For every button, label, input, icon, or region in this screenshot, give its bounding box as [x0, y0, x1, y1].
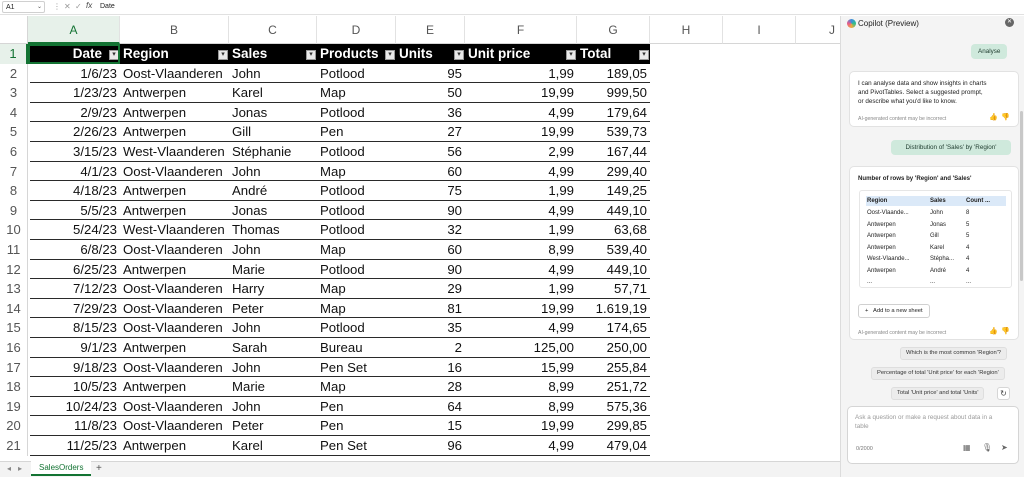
table-cell[interactable]: 174,65: [606, 320, 647, 336]
table-row: [0, 260, 840, 280]
table-cell[interactable]: Potlood: [320, 261, 365, 277]
ai-disclaimer: AI-generated content may be incorrect: [858, 330, 947, 336]
table-cell[interactable]: 149,25: [606, 183, 647, 199]
table-cell[interactable]: 250,00: [606, 340, 647, 355]
column-header-i[interactable]: I: [723, 16, 796, 44]
table-row: [0, 338, 840, 358]
row-header-15[interactable]: 15: [0, 318, 28, 338]
table-cell[interactable]: Oost-Vlaanderen: [123, 300, 223, 316]
ai-response-line: I can analyse data and show insights in charts: [858, 80, 987, 87]
user-message-analyse: [971, 44, 1007, 59]
column-header-j[interactable]: J: [796, 16, 840, 44]
table-cell[interactable]: Antwerpen: [123, 438, 187, 453]
table-cell[interactable]: Antwerpen: [123, 379, 187, 395]
table-cell[interactable]: 4/1/23: [80, 163, 117, 179]
row-header-3[interactable]: 3: [0, 83, 28, 103]
table-row: [0, 299, 840, 319]
table-cell[interactable]: 10/24/23: [65, 398, 117, 414]
table-cell[interactable]: 5/5/23: [80, 202, 117, 218]
table-header-row: [0, 44, 840, 64]
table-cell[interactable]: Potlood: [320, 104, 365, 120]
insert-function-icon[interactable]: fx: [86, 1, 93, 10]
table-cell[interactable]: Pen: [320, 124, 344, 140]
thumbs-down-icon[interactable]: 👎: [1001, 328, 1010, 335]
table-cell[interactable]: Oost-Vlaanderen: [123, 163, 223, 179]
table-cell[interactable]: 4,99: [548, 163, 574, 179]
row-header-17[interactable]: 17: [0, 358, 28, 378]
table-cell[interactable]: 60: [447, 163, 462, 179]
table-row: [0, 397, 840, 417]
table-row: [0, 64, 840, 84]
header-label: Products: [320, 46, 379, 61]
table-cell[interactable]: Karel: [232, 85, 263, 101]
table-cell[interactable]: Antwerpen: [123, 85, 187, 101]
row-header-8[interactable]: 8: [0, 181, 28, 201]
microphone-icon[interactable]: 🎙: [982, 443, 993, 452]
row-header-11[interactable]: 11: [0, 240, 28, 260]
table-header-cell[interactable]: [396, 44, 465, 64]
result-cell: West-Vlaande...: [867, 256, 910, 262]
table-cell[interactable]: 189,05: [606, 65, 647, 81]
table-header-cell[interactable]: [465, 44, 577, 64]
table-cell[interactable]: Map: [320, 242, 346, 257]
table-cell[interactable]: 9/18/23: [73, 359, 117, 375]
result-cell: André: [930, 267, 947, 274]
sheet-tab-bar: [0, 461, 840, 477]
table-cell[interactable]: 75: [447, 183, 462, 199]
thumbs-up-icon[interactable]: 👍: [989, 114, 998, 121]
close-icon[interactable]: ✕: [1006, 19, 1013, 25]
row-header-20[interactable]: 20: [0, 416, 28, 436]
table-cell[interactable]: Antwerpen: [123, 124, 187, 140]
ai-disclaimer: AI-generated content may be incorrect: [858, 116, 947, 122]
table-cell[interactable]: 8,99: [548, 398, 574, 414]
table-cell[interactable]: Map: [320, 163, 346, 179]
table-cell[interactable]: 539,40: [606, 242, 647, 257]
prompt-box: [847, 406, 1019, 464]
row-border: [30, 455, 650, 456]
table-cell[interactable]: 63,68: [613, 222, 647, 238]
table-cell[interactable]: 19,99: [540, 300, 574, 316]
table-cell[interactable]: 2,99: [548, 144, 574, 159]
user-message-text: Distribution of 'Sales' by 'Region': [905, 144, 997, 151]
table-cell[interactable]: 4,99: [548, 438, 574, 453]
table-cell[interactable]: 90: [447, 261, 462, 277]
table-header-cell[interactable]: [120, 44, 229, 64]
table-cell[interactable]: Oost-Vlaanderen: [123, 65, 223, 81]
table-cell[interactable]: Antwerpen: [123, 261, 187, 277]
header-label: Date: [72, 46, 102, 61]
table-row: [0, 220, 840, 240]
copilot-scrollbar[interactable]: [1020, 111, 1023, 281]
name-box-dropdown-icon[interactable]: ⌄: [36, 4, 42, 10]
result-cell: ...: [867, 279, 873, 285]
table-cell[interactable]: 1/6/23: [80, 65, 117, 81]
table-row: [0, 122, 840, 142]
table-cell[interactable]: 36: [447, 104, 462, 120]
table-cell[interactable]: 1,99: [548, 222, 574, 238]
table-row: [0, 436, 840, 456]
table-cell[interactable]: 179,64: [606, 104, 647, 120]
table-cell[interactable]: Potlood: [320, 202, 365, 218]
table-cell[interactable]: 35: [447, 320, 462, 336]
table-cell[interactable]: 2/9/23: [80, 104, 117, 120]
table-row: [0, 83, 840, 103]
row-header-21[interactable]: 21: [0, 436, 28, 456]
user-message-text: Analyse: [978, 48, 1001, 55]
ai-response-line: and PivotTables. Select a suggested prompt,: [858, 89, 983, 96]
suggestion-most-common-region[interactable]: Which is the most common 'Region'?: [900, 347, 1007, 360]
table-cell[interactable]: John: [232, 398, 261, 414]
result-cell: Antwerpen: [867, 267, 896, 274]
table-cell[interactable]: Potlood: [320, 65, 365, 81]
thumbs-up-icon[interactable]: 👍: [989, 328, 998, 335]
table-cell[interactable]: Karel: [232, 438, 263, 453]
header-label: Region: [123, 46, 169, 61]
table-header-cell[interactable]: [28, 44, 120, 64]
table-cell[interactable]: 1/23/23: [73, 85, 117, 101]
filter-dropdown-icon[interactable]: ▾: [218, 50, 228, 60]
row-header-10[interactable]: 10: [0, 220, 28, 240]
suggestion-percentage-unit-price[interactable]: Percentage of total 'Unit price' for each 'Region': [871, 367, 1005, 380]
cancel-icon[interactable]: ✕: [64, 2, 71, 11]
column-header-a[interactable]: A: [28, 16, 120, 44]
row-header-7[interactable]: 7: [0, 162, 28, 182]
table-cell[interactable]: 50: [447, 85, 462, 101]
result-table: [859, 190, 1012, 288]
table-cell[interactable]: 5/24/23: [73, 222, 117, 238]
ai-result-card: [849, 166, 1019, 340]
table-cell[interactable]: 10/5/23: [73, 379, 117, 395]
table-cell[interactable]: 479,04: [606, 438, 647, 453]
character-count: 0/2000: [856, 446, 873, 452]
name-box[interactable]: [2, 1, 45, 13]
prev-sheet-icon[interactable]: ◂: [7, 464, 12, 473]
table-row: [0, 358, 840, 378]
table-cell[interactable]: Oost-Vlaanderen: [123, 242, 223, 257]
filter-dropdown-icon[interactable]: ▾: [639, 50, 649, 60]
result-title: Number of rows by 'Region' and 'Sales': [858, 175, 972, 182]
table-cell[interactable]: Map: [320, 85, 346, 101]
table-cell[interactable]: 81: [447, 300, 462, 316]
table-cell[interactable]: 4/18/23: [73, 183, 117, 199]
table-cell[interactable]: 95: [447, 65, 462, 81]
result-cell: 4: [966, 267, 970, 274]
result-cell: Jonas: [930, 221, 947, 228]
result-cell: 5: [966, 233, 970, 239]
table-cell[interactable]: 4,99: [548, 202, 574, 218]
table-row: [0, 162, 840, 182]
table-cell[interactable]: 7/29/23: [73, 300, 117, 316]
result-cell: Karel: [930, 244, 945, 251]
table-cell[interactable]: Pen: [320, 398, 344, 414]
next-sheet-icon[interactable]: ▸: [18, 464, 23, 473]
table-cell[interactable]: Potlood: [320, 183, 365, 199]
table-cell[interactable]: 27: [447, 124, 462, 140]
copilot-logo-icon: [847, 19, 856, 28]
column-header-row: [0, 16, 840, 44]
table-cell[interactable]: Potlood: [320, 144, 365, 159]
row-header-9[interactable]: 9: [0, 201, 28, 221]
table-cell[interactable]: 11/25/23: [66, 438, 117, 453]
column-header-c[interactable]: C: [229, 16, 317, 44]
result-cell: 4: [966, 256, 970, 262]
table-cell[interactable]: Jonas: [232, 202, 268, 218]
table-row: [0, 377, 840, 397]
table-cell[interactable]: Marie: [232, 261, 265, 277]
table-cell[interactable]: John: [232, 163, 261, 179]
table-cell[interactable]: 57,71: [613, 281, 647, 297]
result-cell: Gill: [930, 233, 939, 239]
add-sheet-icon[interactable]: +: [96, 463, 102, 474]
result-header-cell: Region: [867, 198, 888, 204]
result-cell: Oost-Vlaande...: [867, 210, 909, 216]
table-cell[interactable]: Antwerpen: [123, 202, 187, 218]
worksheet-grid[interactable]: [0, 16, 840, 461]
result-cell: Antwerpen: [867, 221, 896, 228]
table-row: [0, 201, 840, 221]
column-header-e[interactable]: E: [396, 16, 465, 44]
table-cell[interactable]: 449,10: [606, 261, 647, 277]
table-cell[interactable]: Potlood: [320, 320, 365, 336]
formula-content[interactable]: Date: [100, 3, 115, 10]
table-cell[interactable]: John: [232, 320, 261, 336]
header-label: Total: [580, 46, 612, 61]
add-icon: +: [865, 308, 869, 314]
table-cell[interactable]: Antwerpen: [123, 104, 187, 120]
table-cell[interactable]: 299,85: [606, 418, 647, 434]
select-all-corner[interactable]: [0, 16, 28, 44]
prompt-input[interactable]: [855, 413, 1005, 437]
ai-response-text: [858, 79, 986, 106]
enter-icon[interactable]: ✓: [75, 2, 82, 11]
table-row: [0, 240, 840, 260]
table-header-cell[interactable]: [577, 44, 650, 64]
table-cell[interactable]: 15: [447, 418, 462, 434]
header-label: Sales: [232, 46, 268, 61]
result-header-cell: Count ...: [966, 198, 990, 204]
table-cell[interactable]: Oost-Vlaanderen: [123, 359, 223, 375]
filter-dropdown-icon[interactable]: ▾: [306, 50, 316, 60]
attach-table-icon[interactable]: ▦: [963, 443, 971, 452]
table-cell[interactable]: 7/12/23: [73, 281, 117, 297]
table-cell[interactable]: 29: [447, 281, 462, 297]
column-header-d[interactable]: D: [317, 16, 396, 44]
result-cell: Stépha...: [930, 256, 955, 262]
table-cell[interactable]: André: [232, 183, 268, 199]
table-cell[interactable]: Marie: [232, 379, 265, 395]
table-cell[interactable]: Oost-Vlaanderen: [123, 281, 223, 297]
table-cell[interactable]: 125,00: [533, 340, 574, 355]
result-cell: 5: [966, 221, 970, 228]
table-cell[interactable]: Oost-Vlaanderen: [123, 418, 223, 434]
result-cell: Antwerpen: [867, 244, 896, 251]
table-cell[interactable]: Map: [320, 281, 346, 297]
table-cell[interactable]: 2/26/23: [73, 124, 117, 140]
table-cell[interactable]: 15,99: [540, 359, 574, 375]
table-cell[interactable]: Pen Set: [320, 359, 367, 375]
table-header-cell[interactable]: [317, 44, 396, 64]
table-cell[interactable]: 2: [454, 340, 462, 355]
column-header-g[interactable]: G: [577, 16, 650, 44]
table-cell[interactable]: West-Vlaanderen: [123, 144, 225, 159]
add-to-new-sheet-button[interactable]: [858, 304, 930, 318]
result-header-cell: Sales: [930, 198, 946, 204]
table-cell[interactable]: 539,73: [606, 124, 647, 140]
table-cell[interactable]: 4,99: [548, 261, 574, 277]
result-cell: John: [930, 210, 944, 216]
table-row: [0, 142, 840, 162]
table-cell[interactable]: 32: [447, 222, 462, 238]
header-label: Unit price: [468, 46, 531, 61]
table-cell[interactable]: 6/8/23: [80, 242, 117, 257]
table-cell[interactable]: 8,99: [548, 379, 574, 395]
column-header-f[interactable]: F: [465, 16, 577, 44]
table-cell[interactable]: 19,99: [540, 124, 574, 140]
table-row: [0, 416, 840, 436]
table-cell[interactable]: Peter: [232, 300, 264, 316]
row-header-16[interactable]: 16: [0, 338, 28, 358]
row-header-5[interactable]: 5: [0, 122, 28, 142]
table-cell[interactable]: Bureau: [320, 340, 363, 355]
table-cell[interactable]: 19,99: [540, 418, 574, 434]
result-cell: 4: [966, 244, 970, 251]
table-cell[interactable]: 19,99: [540, 85, 574, 101]
table-cell[interactable]: Thomas: [232, 222, 280, 238]
table-cell[interactable]: John: [232, 65, 261, 81]
table-cell[interactable]: 1,99: [548, 183, 574, 199]
table-cell[interactable]: 28: [447, 379, 462, 395]
send-icon[interactable]: ➤: [1001, 443, 1008, 452]
thumbs-down-icon[interactable]: 👎: [1001, 114, 1010, 121]
table-cell[interactable]: 8/15/23: [73, 320, 117, 336]
table-cell[interactable]: 16: [447, 359, 462, 375]
row-header-12[interactable]: 12: [0, 260, 28, 280]
row-header-19[interactable]: 19: [0, 397, 28, 417]
more-options-icon[interactable]: ⋮: [53, 2, 61, 11]
table-cell[interactable]: 96: [447, 438, 462, 453]
row-header-14[interactable]: 14: [0, 299, 28, 319]
table-cell[interactable]: John: [232, 359, 261, 375]
table-cell[interactable]: 299,40: [606, 163, 647, 179]
table-cell[interactable]: Potlood: [320, 222, 365, 238]
result-cell: ...: [930, 279, 936, 285]
table-cell[interactable]: 90: [447, 202, 462, 218]
table-row: [0, 318, 840, 338]
ai-response-line: or describe what you'd like to know.: [858, 98, 957, 105]
table-cell[interactable]: 9/1/23: [80, 340, 117, 355]
table-cell[interactable]: 449,10: [606, 202, 647, 218]
row-header-6[interactable]: 6: [0, 142, 28, 162]
table-header-cell[interactable]: [229, 44, 317, 64]
table-cell[interactable]: 60: [447, 242, 462, 257]
table-cell[interactable]: Antwerpen: [123, 340, 187, 355]
row-header-1[interactable]: 1: [0, 44, 28, 64]
table-cell[interactable]: Oost-Vlaanderen: [123, 320, 223, 336]
table-cell[interactable]: 4,99: [548, 104, 574, 120]
table-cell[interactable]: Pen Set: [320, 438, 367, 453]
row-header-2[interactable]: 2: [0, 64, 28, 84]
table-cell[interactable]: 6/25/23: [73, 261, 117, 277]
table-cell[interactable]: Jonas: [232, 104, 268, 120]
row-header-4[interactable]: 4: [0, 103, 28, 123]
sheet-tab-label: SalesOrders: [39, 463, 84, 472]
name-box-value: A1: [6, 4, 15, 11]
table-cell[interactable]: Stéphanie: [232, 144, 292, 159]
table-cell[interactable]: Peter: [232, 418, 264, 434]
suggestion-total-unit-price[interactable]: Total 'Unit price' and total 'Units': [891, 387, 984, 400]
table-cell[interactable]: 1,99: [548, 281, 574, 297]
copilot-pane: [840, 16, 1024, 477]
table-cell[interactable]: 56: [447, 144, 462, 159]
table-cell[interactable]: 251,72: [606, 379, 647, 395]
filter-dropdown-icon[interactable]: ▾: [385, 50, 395, 60]
table-cell[interactable]: 64: [447, 398, 462, 414]
user-message-distribution: [891, 140, 1011, 155]
refresh-suggestions-icon[interactable]: ↻: [997, 387, 1010, 400]
sheet-tab-salesorders[interactable]: [31, 461, 91, 476]
filter-dropdown-icon[interactable]: ▾: [109, 50, 119, 60]
table-row: [0, 279, 840, 299]
table-cell[interactable]: 8,99: [548, 242, 574, 257]
column-header-b[interactable]: B: [120, 16, 229, 44]
table-cell[interactable]: 575,36: [606, 398, 647, 414]
table-row: [0, 181, 840, 201]
result-cell: 8: [966, 210, 970, 216]
copilot-title: Copilot (Preview): [858, 19, 919, 28]
formula-bar: [0, 0, 1024, 15]
table-cell[interactable]: Sarah: [232, 340, 268, 355]
result-cell: ...: [966, 279, 972, 285]
table-cell[interactable]: 999,50: [606, 85, 647, 101]
row-header-18[interactable]: 18: [0, 377, 28, 397]
table-cell[interactable]: West-Vlaanderen: [123, 222, 225, 238]
table-cell[interactable]: 3/15/23: [73, 144, 117, 159]
table-cell[interactable]: Map: [320, 379, 346, 395]
table-cell[interactable]: 11/8/23: [73, 418, 117, 434]
table-cell[interactable]: Map: [320, 300, 346, 316]
table-cell[interactable]: Harry: [232, 281, 265, 297]
table-cell[interactable]: 167,44: [606, 144, 647, 159]
table-cell[interactable]: Antwerpen: [123, 183, 187, 199]
filter-dropdown-icon[interactable]: ▾: [566, 50, 576, 60]
table-cell[interactable]: 4,99: [548, 320, 574, 336]
table-cell[interactable]: Gill: [232, 124, 252, 140]
result-cell: Antwerpen: [867, 233, 896, 239]
table-cell[interactable]: Oost-Vlaanderen: [123, 398, 223, 414]
ai-response-card: [849, 71, 1019, 127]
table-cell[interactable]: Pen: [320, 418, 344, 434]
table-row: [0, 103, 840, 123]
add-to-new-sheet-label: Add to a new sheet: [873, 308, 923, 314]
table-cell[interactable]: 1,99: [548, 65, 574, 81]
row-header-13[interactable]: 13: [0, 279, 28, 299]
filter-dropdown-icon[interactable]: ▾: [454, 50, 464, 60]
table-cell[interactable]: 255,84: [606, 359, 647, 375]
header-label: Units: [399, 46, 433, 61]
table-cell[interactable]: John: [232, 242, 261, 257]
column-header-h[interactable]: H: [650, 16, 723, 44]
table-cell[interactable]: 1.619,19: [595, 300, 647, 316]
